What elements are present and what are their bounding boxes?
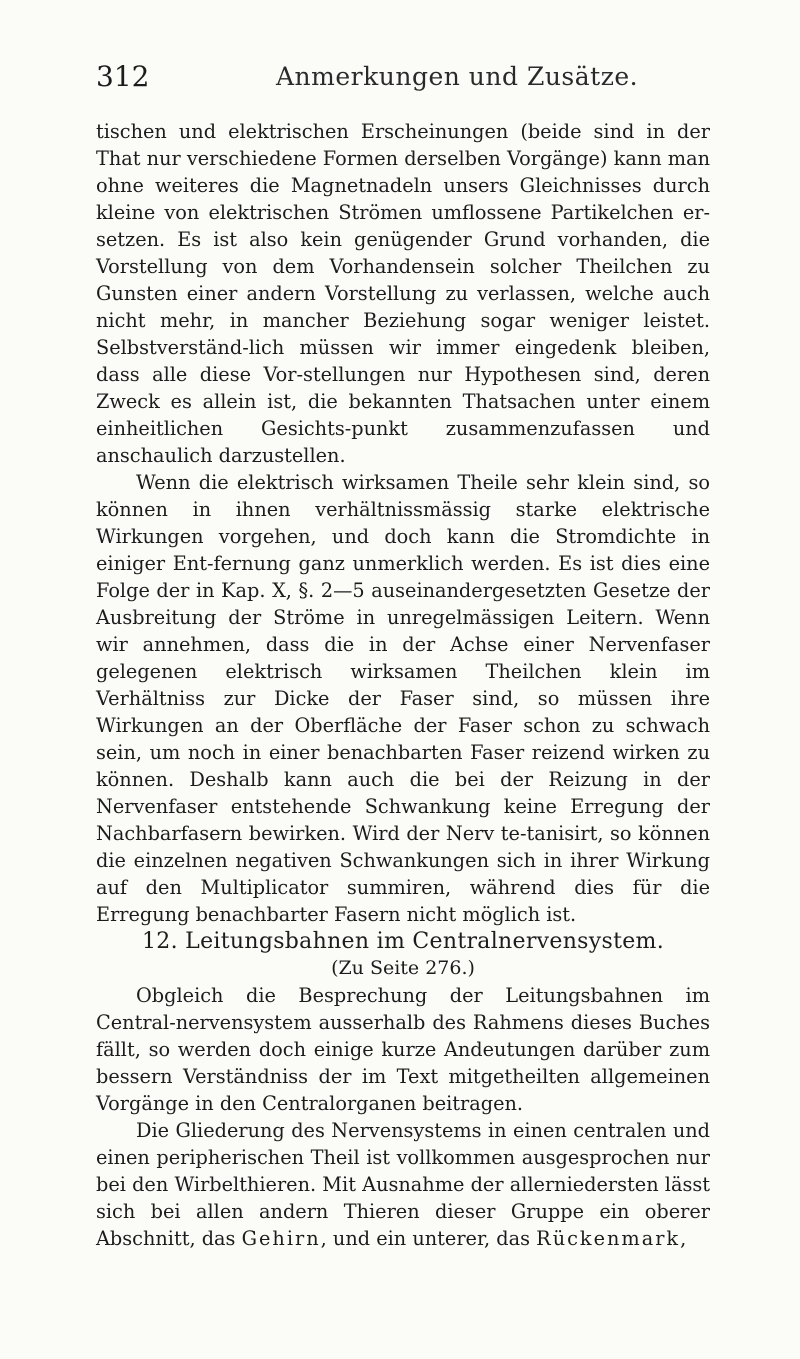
paragraph bbox=[96, 1117, 710, 1252]
paragraph: Obgleich die Besprechung der Leitungsbahnen im Central-nervensystem ausserhalb des Rahmens dieses Buches fällt, so werden doch einige kurze Andeutungen darüber zum bessern Verständniss der im Text mitgetheilten allgemeinen Vorgänge in den Centralorganen beitragen. bbox=[96, 984, 710, 1115]
running-head: Anmerkungen und Zusätze. bbox=[276, 62, 639, 91]
term-gehirn: Gehirn bbox=[241, 1227, 321, 1250]
paragraph-text: Die Gliederung des Nervensystems in einen centralen und einen peripherischen Theil ist vollkommen ausgesprochen nur bei den Wirbelthieren. Mit Ausnahme der allerniedersten lässt sich bei allen andern Thieren dieser Gruppe ein oberer Abschnitt, das bbox=[96, 1119, 710, 1250]
paragraph-text: , bbox=[680, 1227, 687, 1250]
paragraph-continued: tischen und elektrischen Erscheinungen (beide sind in der That nur verschiedene Formen derselben Vorgänge) kann man ohne weiteres die Magnetnadeln unsers Gleichnisses durch kleine von elektrischen Strömen umflossene Partikelchen er-setzen. Es ist also kein genügender Grund vorhanden, die Vorstellung von dem Vorhandensein solcher Theilchen zu Gunsten einer andern Vorstellung zu verlassen, welche auch nicht mehr, in mancher Beziehung sogar weniger leistet. Selbstverständ-lich müssen wir immer eingedenk bleiben, dass alle diese Vor-stellungen nur Hypothesen sind, deren Zweck es allein ist, die bekannten Thatsachen unter einem einheitlichen Gesichts-punkt zusammenzufassen und anschaulich darzustellen. bbox=[96, 120, 710, 467]
paragraph: Wenn die elektrisch wirksamen Theile sehr klein sind, so können in ihnen verhältnissmässig starke elektrische Wirkungen vorgehen, und doch kann die Stromdichte in einiger Ent-fernung ganz unmerklich werden. Es ist dies eine Folge der in Kap. X, §. 2—5 auseinandergesetzten Gesetze der Ausbreitung der Ströme in unregelmässigen Leitern. Wenn wir annehmen, dass die in der Achse einer Nervenfaser gelegenen elektrisch wirksamen Theilchen klein im Verhältniss zur Dicke der Faser sind, so müssen ihre Wirkungen an der Oberfläche der Faser schon zu schwach sein, um noch in einer benachbarten Faser reizend wirken zu können. Deshalb kann auch die bei der Reizung in der Nervenfaser entstehende Schwankung keine Erregung der Nachbarfasern bewirken. Wird der Nerv te-tanisirt, so können die einzelnen negativen Schwankungen sich in ihrer Wirkung auf den Multiplicator summiren, während dies für die Erregung benachbarter Fasern nicht möglich ist. bbox=[96, 471, 710, 926]
page-header bbox=[96, 60, 710, 100]
body-text bbox=[96, 118, 710, 1252]
section-title: 12. Leitungsbahnen im Centralnervensystem. bbox=[142, 929, 664, 954]
page-number: 312 bbox=[96, 60, 150, 93]
paragraph-text: , und ein unterer, das bbox=[320, 1227, 537, 1250]
section-reference: (Zu Seite 276.) bbox=[331, 957, 475, 979]
term-rueckenmark: Rückenmark bbox=[536, 1227, 681, 1250]
